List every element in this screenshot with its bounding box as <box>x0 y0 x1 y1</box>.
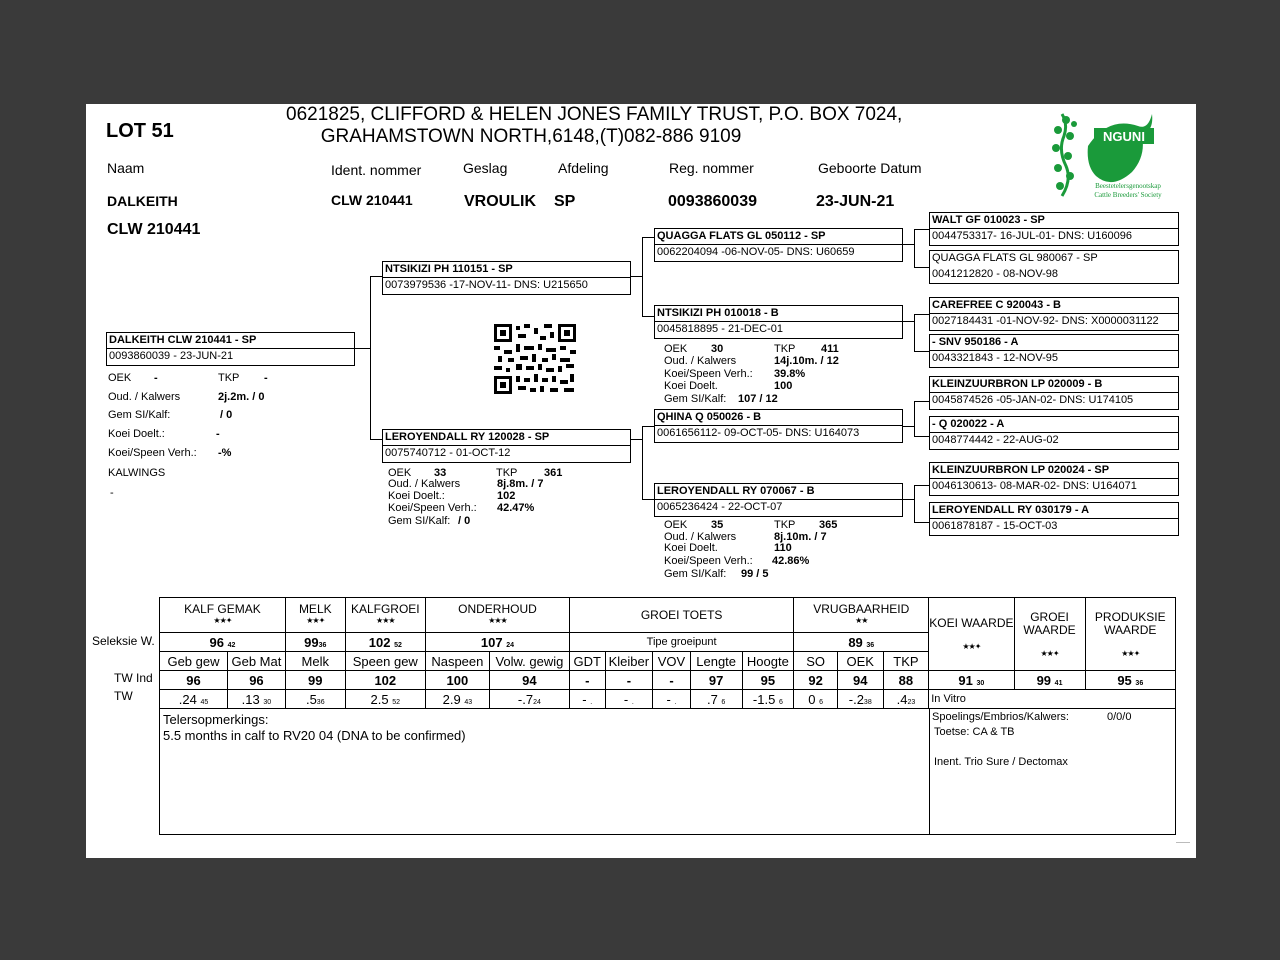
sd-tkp-value: 411 <box>821 343 839 355</box>
col-melk: Melk <box>285 652 345 671</box>
twind-cell: 97 <box>690 671 742 690</box>
col-vov: VOV <box>653 652 691 671</box>
address-line-2: GRAHAMSTOWN NORTH,6148,(T)082-886 9109 <box>320 126 742 147</box>
gg-sub-4: 0043321843 - 12-NOV-95 <box>932 352 1058 364</box>
lot-sheet <box>86 104 1196 858</box>
gg-box-6 <box>929 416 1179 450</box>
col-geb-mat: Geb Mat <box>228 652 286 671</box>
gg-title-2: QUAGGA FLATS GL 980067 - SP <box>932 252 1098 264</box>
gg-box-5 <box>929 376 1179 410</box>
twind-cell: 100 <box>425 671 489 690</box>
groei-toets-header: GROEI TOETS <box>570 598 794 633</box>
ss-box <box>654 228 903 262</box>
dd-tkp-value: 365 <box>819 519 838 531</box>
animal-afdeling: SP <box>554 193 576 210</box>
subject-box <box>106 332 355 366</box>
tw-cell: - . <box>653 690 691 709</box>
twind-koei-waarde: 91 30 <box>929 671 1014 690</box>
dam-sub: 0075740712 - 01-OCT-12 <box>385 447 511 459</box>
owner-address <box>286 104 903 148</box>
animal-name: DALKEITH <box>107 193 178 209</box>
dd-verh-value: 42.86% <box>772 555 810 567</box>
twind-cell: 99 <box>285 671 345 690</box>
gg-title-6: - Q 020022 - A <box>932 418 1005 430</box>
twind-cell: 94 <box>837 671 883 690</box>
dam-doelt-value: 102 <box>497 490 516 502</box>
animal-reg: 0093860039 <box>668 193 757 210</box>
col-tkp: TKP <box>883 652 929 671</box>
sire-box <box>382 261 631 295</box>
gg-sub-5: 0045874526 -05-JAN-02- DNS: U174105 <box>932 394 1134 406</box>
produksie-waarde-header: PRODUKSIE WAARDE ★★✦ <box>1085 598 1175 671</box>
tipe-groeipunt: Tipe groeipunt <box>570 633 794 652</box>
in-vitro-label: In Vitro <box>929 690 1176 709</box>
kalf-gemak-header: KALF GEMAK ★★✦ <box>160 598 286 633</box>
twind-cell: 88 <box>883 671 929 690</box>
tw-row <box>160 690 1176 709</box>
dd-gem-value: 99 / 5 <box>741 568 769 580</box>
dd-doelt-label: Koei Doelt. <box>664 542 718 554</box>
dd-oek-label: OEK <box>664 519 688 531</box>
sd-oek-label: OEK <box>664 343 688 355</box>
dam-gem-value: / 0 <box>458 515 471 527</box>
tw-cell: - . <box>570 690 606 709</box>
breeding-values-table <box>159 597 1176 709</box>
seleksie-melk: 9936 <box>285 633 345 652</box>
row-label-seleksie: Seleksie W. <box>92 634 155 648</box>
sd-gem-label: Gem SI/Kalf: <box>664 393 727 405</box>
col-lengte: Lengte <box>690 652 742 671</box>
subject-verh-label: Koei/Speen Verh.: <box>108 447 197 459</box>
gg-sub-1: 0044753317- 16-JUL-01- DNS: U160096 <box>932 230 1132 242</box>
logo-sub2-text: Cattle Breeders' Society <box>1094 191 1162 199</box>
subject-gem-value: / 0 <box>220 409 233 421</box>
ds-box <box>654 409 903 443</box>
dd-oud-label: Oud. / Kalwers <box>664 531 737 543</box>
dam-doelt-label: Koei Doelt.: <box>388 490 445 502</box>
col-gdt: GDT <box>570 652 606 671</box>
lot-number: LOT 51 <box>106 120 174 142</box>
kalwings-label: KALWINGS <box>108 467 166 479</box>
sd-verh-value: 39.8% <box>774 368 806 380</box>
gg-box-2 <box>929 250 1179 284</box>
logo-brand-text: NGUNI <box>1103 129 1145 144</box>
animal-name-2: CLW 210441 <box>107 221 201 238</box>
sd-box <box>654 305 903 339</box>
groei-waarde-header: GROEI WAARDE ★★✦ <box>1014 598 1085 671</box>
twind-groei-waarde: 99 41 <box>1014 671 1085 690</box>
remarks-text: 5.5 months in calf to RV20 04 (DNA to be confirmed) <box>163 728 466 743</box>
twind-cell: - <box>653 671 691 690</box>
dd-oek-value: 35 <box>711 519 724 531</box>
dam-tkp-value: 361 <box>544 467 563 479</box>
col-volw-gewig: Volw. gewig <box>489 652 569 671</box>
animal-birth: 23-JUN-21 <box>816 193 895 210</box>
label-naam: Naam <box>107 160 145 176</box>
vrugbaarheid-header: VRUGBAARHEID ★★ <box>794 598 929 633</box>
sd-title: NTSIKIZI PH 010018 - B <box>657 307 779 319</box>
dam-oek-value: 33 <box>434 467 447 479</box>
twind-cell: - <box>570 671 606 690</box>
gg-title-4: - SNV 950186 - A <box>932 336 1019 348</box>
gg-title-8: LEROYENDALL RY 030179 - A <box>932 504 1090 516</box>
animal-geslag: VROULIK <box>464 193 536 210</box>
tw-cell: .7 6 <box>690 690 742 709</box>
sire-title: NTSIKIZI PH 110151 - SP <box>385 263 513 275</box>
logo-sub1-text: Beestetelersgenootskap <box>1095 182 1161 190</box>
tw-cell: .536 <box>285 690 345 709</box>
sd-oud-label: Oud. / Kalwers <box>664 355 737 367</box>
dd-doelt-value: 110 <box>774 542 792 554</box>
dam-box <box>382 429 631 463</box>
melk-header: MELK ★★✦ <box>285 598 345 633</box>
label-reg: Reg. nommer <box>669 160 754 176</box>
tw-cell: 2.9 43 <box>425 690 489 709</box>
col-hoogte: Hoogte <box>742 652 794 671</box>
tw-cell: -.724 <box>489 690 569 709</box>
tw-cell: - . <box>605 690 653 709</box>
tw-cell: 0 6 <box>794 690 838 709</box>
twind-cell: 92 <box>794 671 838 690</box>
tw-cell: .423 <box>883 690 929 709</box>
kalfgroei-header: KALFGROEI ★★★ <box>345 598 425 633</box>
kalwings-value: - <box>110 487 114 499</box>
onderhoud-header: ONDERHOUD ★★★ <box>425 598 569 633</box>
dd-oud-value: 8j.10m. / 7 <box>774 531 827 543</box>
nguni-logo-icon <box>1048 106 1176 202</box>
dam-oud-label: Oud. / Kalwers <box>388 478 461 490</box>
label-ident: Ident. nommer <box>331 162 422 178</box>
subject-title: DALKEITH CLW 210441 - SP <box>109 334 257 346</box>
sd-oud-value: 14j.10m. / 12 <box>774 355 839 367</box>
gg-sub-2: 0041212820 - 08-NOV-98 <box>932 268 1058 280</box>
gg-title-5: KLEINZUURBRON LP 020009 - B <box>932 378 1103 390</box>
subject-doelt-value: - <box>216 428 220 440</box>
seleksie-kalfgroei: 102 52 <box>345 633 425 652</box>
label-geslag: Geslag <box>463 160 508 176</box>
subject-oud-value: 2j.2m. / 0 <box>218 391 265 403</box>
dam-tkp-label: TKP <box>496 467 518 479</box>
seleksie-onderhoud: 107 24 <box>425 633 569 652</box>
gg-sub-7: 0046130613- 08-MAR-02- DNS: U164071 <box>932 480 1137 492</box>
koei-waarde-header: KOEI WAARDE ★★✦ <box>929 598 1014 671</box>
qr-code-icon <box>494 324 576 394</box>
dd-box <box>654 483 903 517</box>
sd-gem-value: 107 / 12 <box>738 393 778 405</box>
label-geboorte: Geboorte Datum <box>818 160 922 176</box>
twind-cell: 96 <box>228 671 286 690</box>
ss-title: QUAGGA FLATS GL 050112 - SP <box>657 230 826 242</box>
remarks-title: Telersopmerkings: <box>163 712 269 727</box>
row-label-tw: TW <box>114 689 133 703</box>
subject-sub: 0093860039 - 23-JUN-21 <box>109 350 234 362</box>
subject-oek-label: OEK <box>108 372 132 384</box>
gg-sub-8: 0061878187 - 15-OCT-03 <box>932 520 1058 532</box>
gg-box-1 <box>929 212 1179 246</box>
dam-oud-value: 8j.8m. / 7 <box>497 478 544 490</box>
remarks-box <box>159 708 1176 835</box>
tw-cell: -1.5 6 <box>742 690 794 709</box>
spoelings-label: Spoelings/Embrios/Kalwers: <box>932 711 1069 723</box>
subject-verh-value: -% <box>218 447 232 459</box>
sd-sub: 0045818895 - 21-DEC-01 <box>657 323 783 335</box>
dd-gem-label: Gem SI/Kalf: <box>664 568 727 580</box>
twind-produksie-waarde: 95 36 <box>1085 671 1175 690</box>
ds-title: QHINA Q 050026 - B <box>657 411 762 423</box>
tw-cell: .13 30 <box>228 690 286 709</box>
subject-gem-label: Gem SI/Kalf: <box>108 409 171 421</box>
subject-tkp-value: - <box>264 372 268 384</box>
sd-doelt-value: 100 <box>774 380 793 392</box>
col-speen-gew: Speen gew <box>345 652 425 671</box>
dam-title: LEROYENDALL RY 120028 - SP <box>385 431 550 443</box>
gg-title-3: CAREFREE C 920043 - B <box>932 299 1061 311</box>
col-so: SO <box>794 652 838 671</box>
sd-tkp-label: TKP <box>774 343 796 355</box>
seleksie-vrugbaarheid: 89 36 <box>794 633 929 652</box>
sire-sub: 0073979536 -17-NOV-11- DNS: U215650 <box>385 279 588 291</box>
ss-sub: 0062204094 -06-NOV-05- DNS: U60659 <box>657 246 855 258</box>
sd-doelt-label: Koei Doelt. <box>664 380 718 392</box>
col-naspeen: Naspeen <box>425 652 489 671</box>
twind-cell: - <box>605 671 653 690</box>
gg-box-4 <box>929 334 1179 368</box>
twind-row <box>160 671 1176 690</box>
dam-verh-label: Koei/Speen Verh.: <box>388 502 477 514</box>
col-kleiber: Kleiber <box>605 652 653 671</box>
col-oek: OEK <box>837 652 883 671</box>
dd-sub: 0065236424 - 22-OCT-07 <box>657 501 783 513</box>
gg-title-1: WALT GF 010023 - SP <box>932 214 1045 226</box>
label-afdeling: Afdeling <box>558 160 609 176</box>
subject-tkp-label: TKP <box>218 372 240 384</box>
tw-cell: .24 45 <box>160 690 228 709</box>
subject-doelt-label: Koei Doelt.: <box>108 428 165 440</box>
gg-sub-6: 0048774442 - 22-AUG-02 <box>932 434 1059 446</box>
spoelings-value: 0/0/0 <box>1107 711 1132 723</box>
twind-cell: 95 <box>742 671 794 690</box>
twind-cell: 102 <box>345 671 425 690</box>
qr-code <box>494 324 576 394</box>
sd-verh-label: Koei/Speen Verh.: <box>664 368 753 380</box>
animal-ident: CLW 210441 <box>331 192 413 208</box>
inent-text: Inent. Trio Sure / Dectomax <box>934 756 1068 768</box>
row-label-twind: TW Ind <box>114 671 153 685</box>
gg-box-8 <box>929 502 1179 536</box>
col-geb-gew: Geb gew <box>160 652 228 671</box>
tw-cell: 2.5 52 <box>345 690 425 709</box>
subject-oek-value: - <box>154 372 158 384</box>
ds-sub: 0061656112- 09-OCT-05- DNS: U164073 <box>657 427 860 439</box>
nguni-logo <box>1048 106 1176 202</box>
dd-tkp-label: TKP <box>774 519 796 531</box>
gg-box-7 <box>929 462 1179 496</box>
dam-verh-value: 42.47% <box>497 502 535 514</box>
seleksie-kalf-gemak: 96 42 <box>160 633 286 652</box>
toetse-text: Toetse: CA & TB <box>934 726 1015 738</box>
twind-cell: 96 <box>160 671 228 690</box>
twind-cell: 94 <box>489 671 569 690</box>
gg-box-3 <box>929 297 1179 331</box>
subject-oud-label: Oud. / Kalwers <box>108 391 181 403</box>
gg-sub-3: 0027184431 -01-NOV-92- DNS: X0000031122 <box>932 315 1159 327</box>
dam-oek-label: OEK <box>388 467 412 479</box>
gg-title-7: KLEINZUURBRON LP 020024 - SP <box>932 464 1110 476</box>
dam-gem-label: Gem SI/Kalf: <box>388 515 451 527</box>
dd-verh-label: Koei/Speen Verh.: <box>664 555 753 567</box>
sd-oek-value: 30 <box>711 343 724 355</box>
dd-title: LEROYENDALL RY 070067 - B <box>657 485 815 497</box>
tw-cell: -.238 <box>837 690 883 709</box>
address-line-1: 0621825, CLIFFORD & HELEN JONES FAMILY TRUST, P.O. BOX 7024, <box>286 104 903 125</box>
